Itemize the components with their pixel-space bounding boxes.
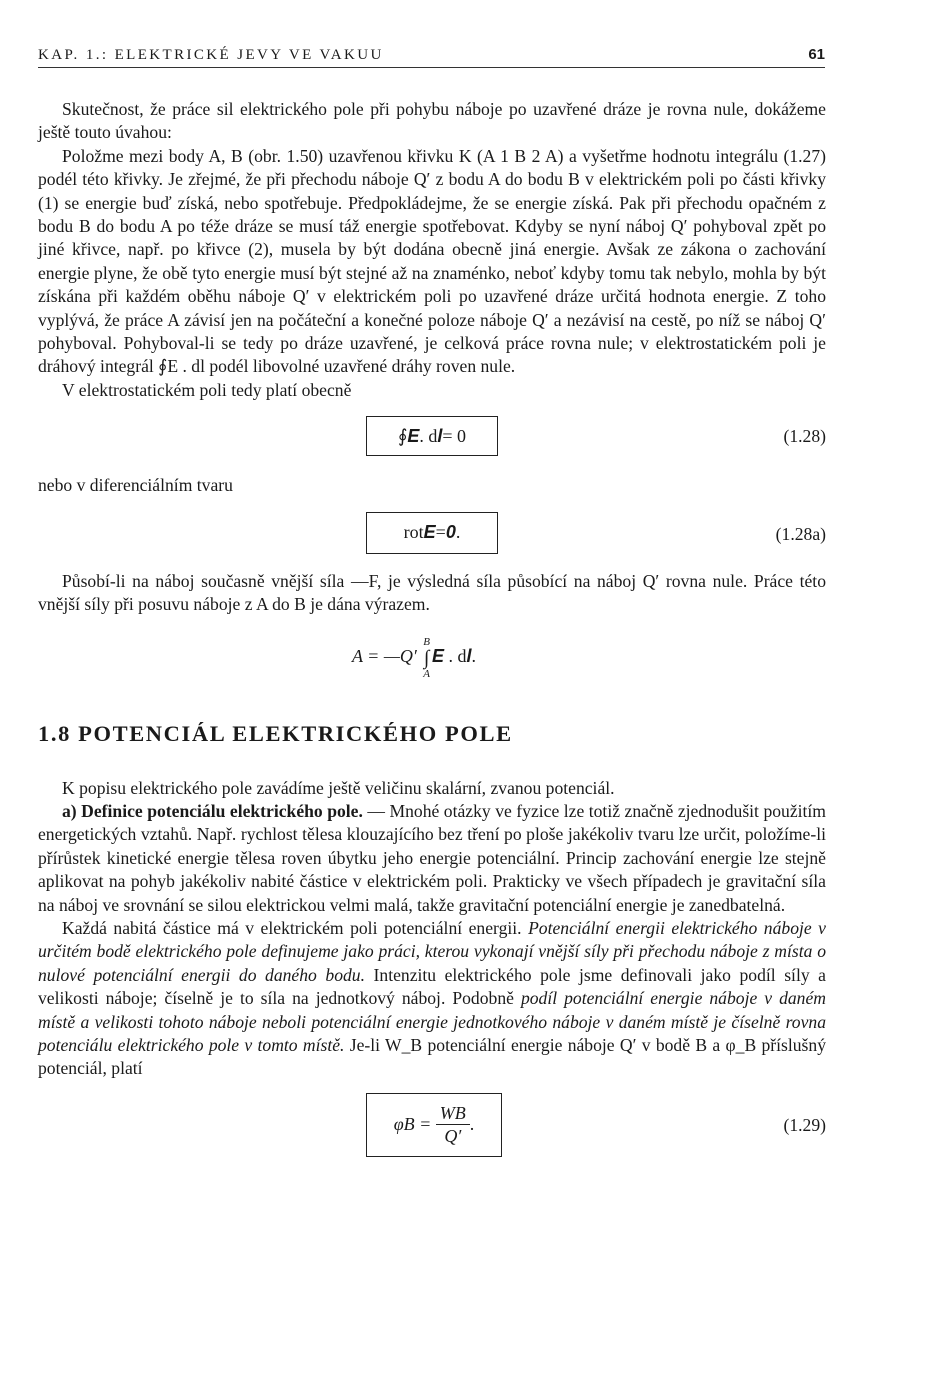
- dot-d: . d: [444, 645, 467, 666]
- field-vector: E: [407, 425, 420, 446]
- paragraph-differential: nebo v diferenciálním tvaru: [38, 475, 233, 496]
- equation-box: [366, 416, 498, 456]
- denominator: Q′: [444, 1126, 462, 1147]
- italic-definition: podíl potenciální energie náboje v daném místě a velikosti tohoto náboje neboli potenciální energie jednotkového náboje v daném místě je číselně rovna potenciálu elektrického pole v tomto místě.: [38, 988, 826, 1055]
- paragraph-potential-intro: K popisu elektrického pole zavádíme ještě veličinu skalární, zvanou potenciál.: [62, 777, 615, 798]
- paragraph-external-force: Působí-li na náboj současně vnější síla —F, je výsledná síla působící na náboj Q′ rovna nule. Práce této vnější síly při posuvu náboje z A do B je dána výrazem.: [38, 570, 826, 615]
- equation-1-29: [38, 1091, 826, 1167]
- period: .: [455, 522, 461, 543]
- section-heading: 1.8 POTENCIÁL ELEKTRICKÉHO POLE: [38, 720, 513, 746]
- definition-label: a) Definice potenciálu elektrického pole.: [62, 800, 363, 821]
- period: .: [471, 645, 477, 666]
- paragraph-intro: Skutečnost, že práce sil elektrického pole při pohybu náboje po uzavřené dráze je rovna nule, dokážeme ještě touto úvahou:: [38, 99, 826, 143]
- potential-lhs: φB =: [393, 1114, 432, 1135]
- work-expression: [352, 635, 476, 681]
- field-vector: E: [432, 645, 445, 666]
- equation-box: [366, 512, 498, 554]
- period: .: [469, 1114, 475, 1135]
- paragraph-statement: V elektrostatickém poli tedy platí obecně: [62, 379, 352, 400]
- equals-sign: =: [435, 522, 446, 543]
- equation-1-28: [38, 412, 826, 468]
- text-run: Intenzitu elektrického pole jsme definovali jako podíl síly a velikosti náboje; číselně je to síla na jednotkový náboj. Podobně: [38, 964, 826, 1009]
- definition-text: — Mnohé otázky ve fyzice lze totiž značně zjednodušit použitím energetických vztahů. Např. rychlost tělesa klouzajícího bez tření po ploše jakékoliv tvaru lze určit, položíme-li přírůstek kinetické energie tělesa roven úbytku jeho energie potenciální. Princip zachování energie lze stejně aplikovat na pohyb jakékoliv nabité částice v elektrickém poli. Prakticky ve všech případech je gravitační síla na náboj ve srovnání se silou elektrickou velmi malá, takže gravitační potenciální energie je zanedbatelná.: [38, 800, 826, 915]
- paragraph-definition: [38, 800, 826, 917]
- numerator: WB: [436, 1102, 470, 1125]
- fraction: [436, 1102, 470, 1147]
- paragraph-potential-energy: [38, 917, 826, 1081]
- upper-limit: B: [423, 635, 430, 648]
- text-run: Je-li W_B potenciální energie náboje Q′ v bodě B a φ_B příslušný potenciál, platí: [38, 1034, 826, 1079]
- dot-d: . d: [419, 425, 438, 446]
- integral-limits: [423, 635, 430, 681]
- paragraph-argument: Položme mezi body A, B (obr. 1.50) uzavřenou křivku K (A 1 B 2 A) a vyšetřme hodnotu integrálu (1.27) podél této křivky. Je zřejmé, že při přechodu náboje Q′ z bodu A do bodu B v elektrickém poli po části křivky (1) se energie buď získá, nebo spotřebuje. Předpokládejme, že se energie získá. Pak při přechodu opačném z bodu B do bodu A po téže dráze se musí táž energie spotřebovat. Kdyby se nyní náboj Q′ pohyboval zpět po jiné křivce, např. po křivce (2), musela by být dodána obecně jiná energie. Avšak ze zákona o zachování energie plyne, že obě tyto energie musí být stejné až na znaménko, neboť kdyby tomu tak nebylo, mohla by být získána při každém oběhu náboje Q′ v elektrickém poli po uzavřené dráze určitá hodnota energie. Z toho vyplývá, že práce A závisí jen na počáteční a konečné poloze náboje Q′ a nezávisí na cestě, po níž se náboj Q′ pohyboval. Pohyboval-li se tedy po dráze uzavřené, je celková práce rovna nule; v elektrostatickém poli je dráhový integrál ∮E . dl podél libovolné uzavřené dráhy roven nule.: [38, 145, 826, 377]
- field-vector: E: [423, 522, 436, 543]
- running-title: KAP. 1.: ELEKTRICKÉ JEVY VE VAKUU: [38, 47, 384, 63]
- work-lhs: A = —Q′: [352, 645, 417, 666]
- equation-number: (1.28): [783, 426, 826, 447]
- path-element: l: [466, 645, 472, 666]
- zero-vector: 0: [445, 522, 456, 543]
- equation-number: (1.28a): [775, 523, 826, 544]
- page-number: 61: [808, 46, 825, 63]
- oint-symbol: ∮: [397, 425, 408, 446]
- equation-box: [366, 1093, 502, 1157]
- path-element: l: [437, 425, 443, 446]
- integral-symbol: ∫: [423, 646, 430, 669]
- page-body: [38, 98, 826, 1167]
- text-run: Každá nabitá částice má v elektrickém poli potenciální energii.: [62, 917, 529, 938]
- rot-operator: rot: [403, 522, 424, 543]
- italic-definition: Potenciální energii elektrického náboje v určitém bodě elektrického pole definujeme jako práci, kterou vykonají vnější síly při přechodu náboje z místa o nulové potenciální energii do daného bodu.: [38, 917, 826, 985]
- equation-1-28a: [38, 512, 826, 568]
- running-header: [38, 46, 825, 68]
- equation-work: [38, 617, 826, 683]
- lower-limit: A: [423, 667, 430, 680]
- equals-zero: = 0: [442, 425, 467, 446]
- equation-number: (1.29): [783, 1114, 826, 1135]
